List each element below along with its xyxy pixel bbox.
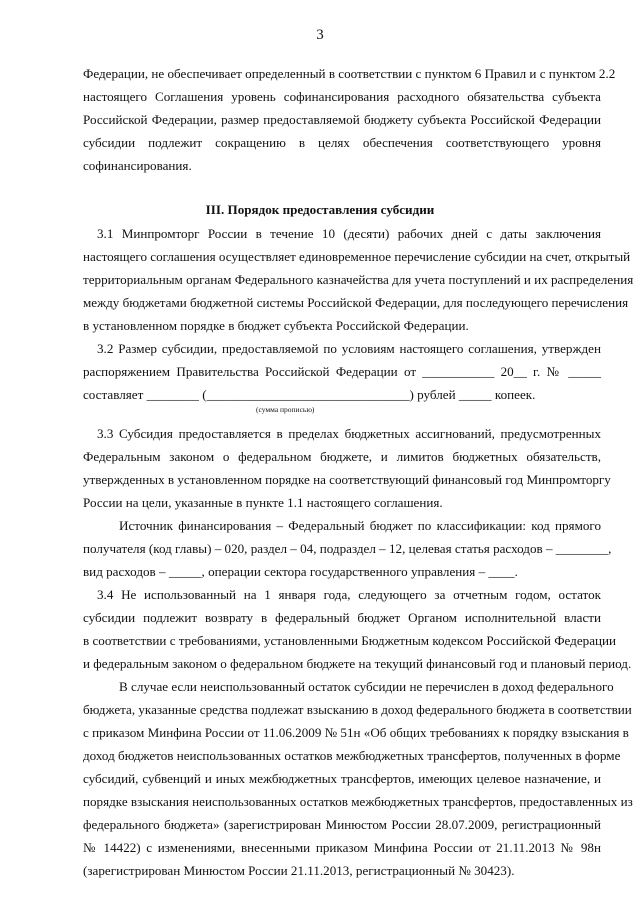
paragraph-3-1-line: территориальным органам Федерального казначейства для учета поступлений и их распределения	[83, 272, 634, 287]
intro-line: Федерации, не обеспечивает определенный в соответствии с пунктом 6 Правил и с пунктом 2.2	[83, 66, 616, 81]
funding-source-line: получателя (код главы) – 020, раздел – 04, подраздел – 12, целевая статья расходов – ________,	[83, 541, 612, 556]
intro-line: Российской Федерации, размер предоставляемой бюджету субъекта Российской Федерации	[83, 112, 601, 127]
unused-balance-line: В случае если неиспользованный остаток субсидии не перечислен в доход федерального	[119, 679, 614, 694]
paragraph-3-1-line: между бюджетами бюджетной системы Российской Федерации, для последующего перечисления	[83, 295, 629, 310]
funding-source-line: вид расходов – _____, операции сектора государственного управления – ____.	[83, 564, 518, 579]
page-number: 3	[316, 27, 324, 43]
paragraph-3-4-line: 3.4 Не использованный на 1 января года, следующего за отчетным годом, остаток	[97, 587, 601, 602]
amount-in-words-note: (сумма прописью)	[256, 405, 315, 414]
unused-balance-line: субсидий, субвенций и иных межбюджетных трансфертов, имеющих целевое назначение, и	[83, 771, 601, 786]
paragraph-3-3-line: 3.3 Субсидия предоставляется в пределах бюджетных ассигнований, предусмотренных	[97, 426, 601, 441]
unused-balance-line: (зарегистрирован Минюстом России 21.11.2013, регистрационный № 30423).	[83, 863, 515, 878]
unused-balance-line: № 14422) с изменениями, внесенными приказом Минфина России от 21.11.2013 № 98н	[83, 840, 601, 855]
paragraph-3-1-line: в установленном порядке в бюджет субъекта Российской Федерации.	[83, 318, 469, 333]
paragraph-3-4-line: в соответствии с требованиями, установленными Бюджетным кодексом Российской Федерации	[83, 633, 617, 648]
unused-balance-line: бюджета, указанные средства подлежат взысканию в доход федерального бюджета в соответствии	[83, 702, 632, 717]
section-heading: III. Порядок предоставления субсидии	[205, 202, 435, 217]
paragraph-3-2-line: 3.2 Размер субсидии, предоставляемой по условиям настоящего соглашения, утвержден	[97, 341, 601, 356]
intro-line: субсидии подлежит сокращению в целях обеспечения соответствующего уровня	[83, 135, 601, 150]
intro-line: настоящего Соглашения уровень софинансирования расходного обязательства субъекта	[83, 89, 601, 104]
paragraph-3-1-line: настоящего соглашения осуществляет единовременное перечисление субсидии на счет, открытый	[83, 249, 631, 264]
paragraph-3-3-line: России на цели, указанные в пункте 1.1 настоящего соглашения.	[83, 495, 443, 510]
paragraph-3-3-line: Федеральным законом о федеральном бюджете, и лимитов бюджетных обязательств,	[83, 449, 601, 464]
unused-balance-line: порядке взыскания неиспользованных остатков межбюджетных трансфертов, предоставленных из	[83, 794, 633, 809]
unused-balance-line: с приказом Минфина России от 11.06.2009 № 51н «Об общих требованиях к порядку взыскания в	[83, 725, 629, 740]
unused-balance-line: доход бюджетов неиспользованных остатков межбюджетных трансфертов, полученных в форме	[83, 748, 621, 763]
paragraph-3-4-line: и федеральным законом о федеральном бюджете на текущий финансовый год и плановый период.	[83, 656, 632, 671]
funding-source-line: Источник финансирования – Федеральный бюджет по классификации: код прямого	[119, 518, 601, 533]
unused-balance-line: федерального бюджета» (зарегистрирован Минюстом России 28.07.2009, регистрационный	[83, 817, 601, 832]
paragraph-3-2-line: составляет ________ (_______________________________) рублей _____ копеек.	[83, 387, 536, 402]
paragraph-3-2-line: распоряжением Правительства Российской Федерации от ___________ 20__ г. № _____	[83, 364, 601, 379]
paragraph-3-1-line: 3.1 Минпромторг России в течение 10 (десяти) рабочих дней с даты заключения	[97, 226, 601, 241]
intro-line: софинансирования.	[83, 158, 192, 173]
paragraph-3-3-line: утвержденных в установленном порядке на соответствующий финансовый год Минпромторгу	[83, 472, 611, 487]
paragraph-3-4-line: субсидии подлежит возврату в федеральный бюджет Органом исполнительной власти	[83, 610, 601, 625]
